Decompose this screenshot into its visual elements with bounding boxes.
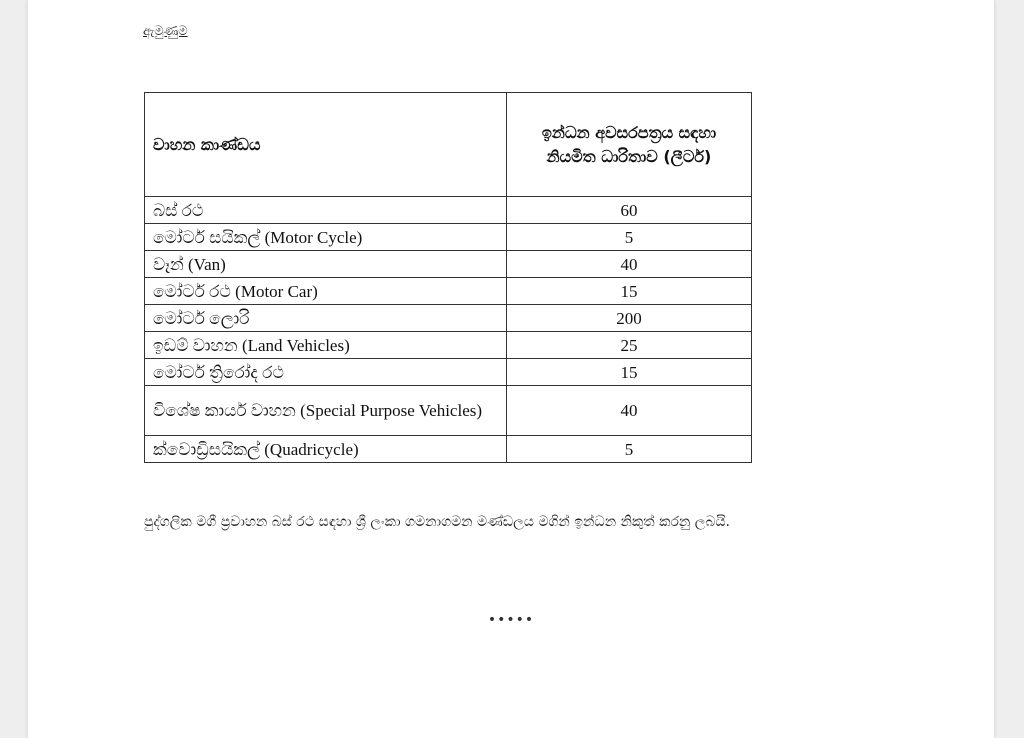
table-row: [145, 251, 752, 278]
litres-cell: 40: [507, 386, 752, 436]
table-header-row: [145, 93, 752, 197]
vehicle-category-cell: මෝටර් රථ (Motor Car): [145, 278, 507, 305]
litres-cell: 60: [507, 197, 752, 224]
table-row: [145, 224, 752, 251]
vehicle-category-cell: මෝටර් සයිකල් (Motor Cycle): [145, 224, 507, 251]
vehicle-category-cell: ක්වොඩ්‍රිසයිකල් (Quadricycle): [145, 436, 507, 463]
end-of-document-mark: •••••: [487, 612, 535, 628]
litres-cell: 15: [507, 359, 752, 386]
bus-fuel-note: පුද්ගලික මගී ප්‍රවාහන බස් රථ සඳහා ශ්‍රී ලංකා ගමනාගමන මණ්ඩලය මගින් ඉන්ධන නිකුත් කරනු ලබයි.: [144, 514, 730, 530]
vehicle-category-cell: මෝටර් ලොරි: [145, 305, 507, 332]
litres-cell: 25: [507, 332, 752, 359]
fuel-quota-table: [144, 92, 752, 463]
table-row: [145, 436, 752, 463]
table-row: [145, 197, 752, 224]
document-page: [28, 0, 994, 738]
litres-cell: 5: [507, 224, 752, 251]
vehicle-category-cell: විශේෂ කාර්ය වාහන (Special Purpose Vehicles): [145, 386, 507, 436]
header-fuel-limit: ඉන්ධන අවසරපත්‍රය සඳහා නියමිත ධාරිතාව (ලීටර්): [507, 93, 752, 197]
litres-cell: 5: [507, 436, 752, 463]
vehicle-category-cell: වෑන් (Van): [145, 251, 507, 278]
table-row: [145, 305, 752, 332]
table-row: [145, 332, 752, 359]
litres-cell: 15: [507, 278, 752, 305]
litres-cell: 200: [507, 305, 752, 332]
litres-cell: 40: [507, 251, 752, 278]
vehicle-category-cell: මෝටර් ත්‍රිරෝද රථ: [145, 359, 507, 386]
vehicle-category-cell: බස් රථ: [145, 197, 507, 224]
table-row: [145, 359, 752, 386]
header-vehicle-category: වාහන කාණ්ඩය: [145, 93, 507, 197]
table-row: [145, 386, 752, 436]
annex-heading: ඇමුණුම: [143, 24, 188, 39]
vehicle-category-cell: ඉඩම් වාහන (Land Vehicles): [145, 332, 507, 359]
table-row: [145, 278, 752, 305]
